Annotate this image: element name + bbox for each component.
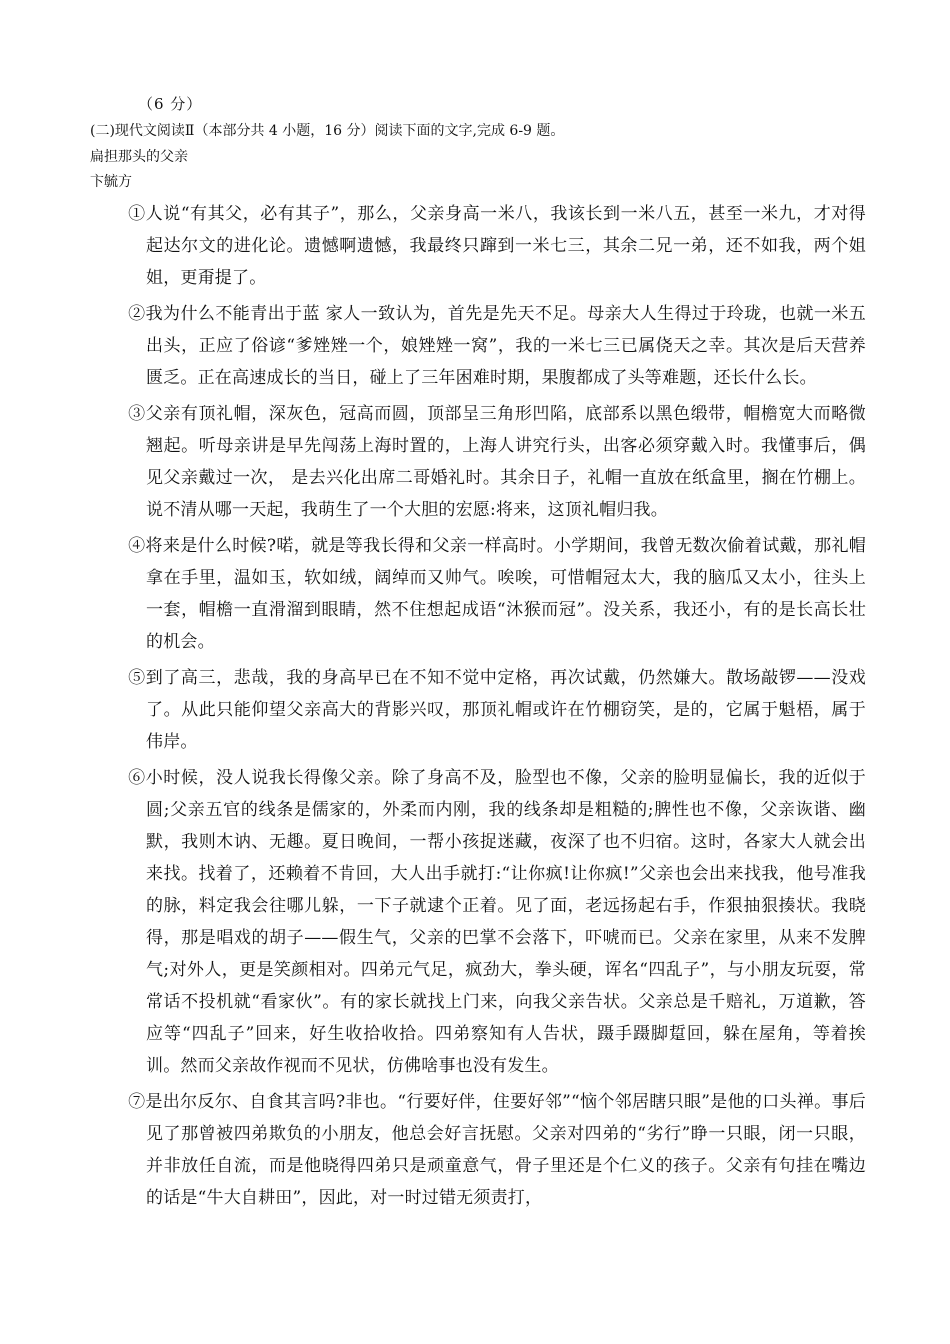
paragraph-4: ④将来是什么时候?喏，就是等我长得和父亲一样高时。小学期间，我曾无数次偷着试戴，那礼帽拿在手里，温如玉，软如绒，阔绰而又帅气。唉唉，可惜帽冠太大，我的脑瓜又太小，往头上一套，帽檐一直滑溜到眼睛，然不住想起成语“沐猴而冠”。没关系，我还小，有的是长高长壮的机会。 [128, 536, 866, 652]
article-author: 卞毓方 [90, 174, 132, 190]
section-heading: (二)现代文阅读Ⅱ（本部分共 4 小题，16 分）阅读下面的文字,完成 6-9 题。 [90, 123, 565, 139]
article-title: 扁担那头的父亲 [90, 149, 188, 165]
paragraph-5: ⑤到了高三，悲哉，我的身高早已在不知不觉中定格，再次试戴，仍然嫌大。散场敲锣——没戏了。从此只能仰望父亲高大的背影兴叹，那顶礼帽或许在竹棚窃笑，是的，它属于魁梧，属于伟岸。 [128, 668, 866, 752]
paragraph-7: ⑦是出尔反尔、自食其言吗?非也。“行要好伴，住要好邻”“恼个邻居瞎只眼”是他的口头禅。事后见了那曾被四弟欺负的小朋友，他总会好言抚慰。父亲对四弟的“劣行”睁一只眼，闭一只眼，并非放任自流，而是他晓得四弟只是顽童意气，骨子里还是个仁义的孩子。父亲有句挂在嘴边的话是“牛大自耕田”，因此，对一时过错无须责打， [128, 1092, 866, 1208]
paragraph-2: ②我为什么不能青出于蓝 家人一致认为，首先是先天不足。母亲大人生得过于玲珑，也就一米五出头，正应了俗谚“爹矬矬一个，娘矬矬一窝”，我的一米七三已属侥天之幸。其次是后天营养匮乏。正在高速成长的当日，碰上了三年困难时期，果腹都成了头等难题，还长什么长。 [128, 304, 866, 388]
paragraph-1: ①人说“有其父，必有其子”，那么，父亲身高一米八，我该长到一米八五，甚至一米九，才对得起达尔文的进化论。遗憾啊遗憾，我最终只蹿到一米七三，其余二兄一弟，还不如我，两个姐姐，更甭提了。 [128, 204, 866, 288]
article-body [128, 198, 866, 1218]
question-score: （6 分） [138, 95, 203, 113]
paragraph-3: ③父亲有顶礼帽，深灰色，冠高而圆，顶部呈三角形凹陷，底部系以黑色缎带，帽檐宽大而略微翘起。听母亲讲是早先闯荡上海时置的，上海人讲究行头，出客必须穿戴入时。我懂事后，偶见父亲戴过一次， 是去兴化出席二哥婚礼时。其余日子，礼帽一直放在纸盒里，搁在竹棚上。说不清从哪一天起，我萌生了一个大胆的宏愿:将来，这顶礼帽归我。 [128, 404, 866, 520]
paragraph-6: ⑥小时候，没人说我长得像父亲。除了身高不及，脸型也不像，父亲的脸明显偏长，我的近似于圆;父亲五官的线条是儒家的，外柔而内刚，我的线条却是粗糙的;脾性也不像，父亲诙谐、幽默，我则木讷、无趣。夏日晚间，一帮小孩捉迷藏，夜深了也不归宿。这时，各家大人就会出来找。找着了，还赖着不肯回，大人出手就打:“让你疯!让你疯!”父亲也会出来找我，他号准我的脉，料定我会往哪儿躲，一下子就逮个正着。见了面，老远扬起右手，作狠抽狠揍状。我晓得，那是唱戏的胡子——假生气，父亲的巴掌不会落下，吓唬而已。父亲在家里，从来不发脾气;对外人，更是笑颜相对。四弟元气足，疯劲大，拳头硬，诨名“四乱子”，与小朋友玩耍，常常话不投机就“看家伙”。有的家长就找上门来，向我父亲告状。父亲总是千赔礼，万道歉，答应等“四乱子”回来，好生收拾收拾。四弟察知有人告状，蹑手蹑脚踅回，躲在屋角，等着挨训。然而父亲故作视而不见状，仿佛啥事也没有发生。 [128, 768, 866, 1076]
